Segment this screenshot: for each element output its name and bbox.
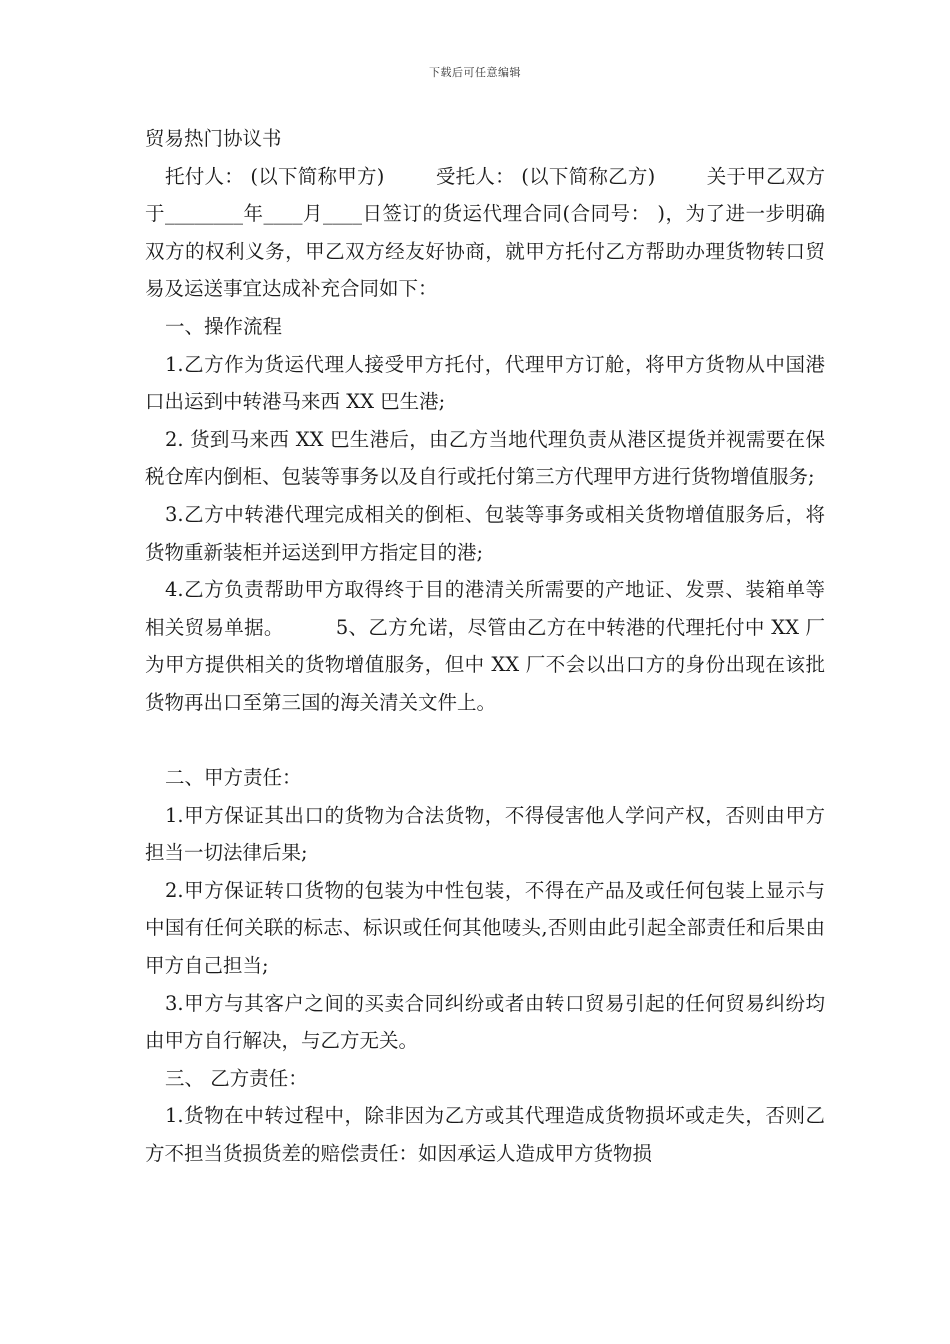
party-b-item-1: 1.货物在中转过程中，除非因为乙方或其代理造成货物损坏或走失，否则乙方不担当货损货差的赔偿责任：如因承运人造成甲方货物损 bbox=[145, 1104, 825, 1166]
document-title: 贸易热门协议书 bbox=[145, 127, 282, 150]
section-heading-party-b: 三、 乙方责任： bbox=[165, 1066, 308, 1090]
section-heading-process: 一、操作流程 bbox=[165, 314, 283, 338]
process-item-4-5: 4.乙方负责帮助甲方取得终于目的港清关所需要的产地证、发票、装箱单等相关贸易单据。 5、乙方允诺，尽管由乙方在中转港的代理托付中 XX 厂为甲方提供相关的货物增值服务，但中 XX 厂不会以出口方的身份出现在该批货物再出口至第三国的海关清关文件上。 bbox=[145, 578, 825, 714]
party-a-item-3: 3.甲方与其客户之间的买卖合同纠纷或者由转口贸易引起的任何贸易纠纷均由甲方自行解决，与乙方无关。 bbox=[145, 991, 825, 1053]
process-item-3: 3.乙方中转港代理完成相关的倒柜、包装等事务或相关货物增值服务后，将货物重新装柜并运送到甲方指定目的港; bbox=[145, 502, 825, 564]
party-a-item-1: 1.甲方保证其出口的货物为合法货物，不得侵害他人学问产权，否则由甲方担当一切法律后果; bbox=[145, 803, 825, 865]
page-header-note: 下载后可任意编辑 bbox=[429, 66, 521, 79]
document-body bbox=[145, 120, 825, 1173]
section-heading-party-a: 二、甲方责任： bbox=[165, 766, 302, 790]
process-item-2: 2. 货到马来西 XX 巴生港后，由乙方当地代理负责从港区提货并视需要在保税仓库内倒柜、包装等事务以及自行或托付第三方代理甲方进行货物增值服务; bbox=[145, 427, 825, 489]
process-item-1: 1.乙方作为货运代理人接受甲方托付，代理甲方订舱，将甲方货物从中国港口出运到中转港马来西 XX 巴生港; bbox=[145, 352, 825, 414]
party-a-item-2: 2.甲方保证转口货物的包装为中性包装，不得在产品及或任何包装上显示与中国有任何关联的标志、标识或任何其他唛头,否则由此引起全部责任和后果由甲方自己担当; bbox=[145, 878, 825, 978]
intro-paragraph: 托付人： (以下简称甲方) 受托人： (以下简称乙方) 关于甲乙双方于________年____月____日签订的货运代理合同(合同号： )，为了进一步明确双方的权利义务，甲乙双方经友好协商，就甲方托付乙方帮助办理货物转口贸易及运送事宜达成补充合同如下： bbox=[145, 164, 825, 301]
blank-spacer bbox=[145, 722, 825, 760]
